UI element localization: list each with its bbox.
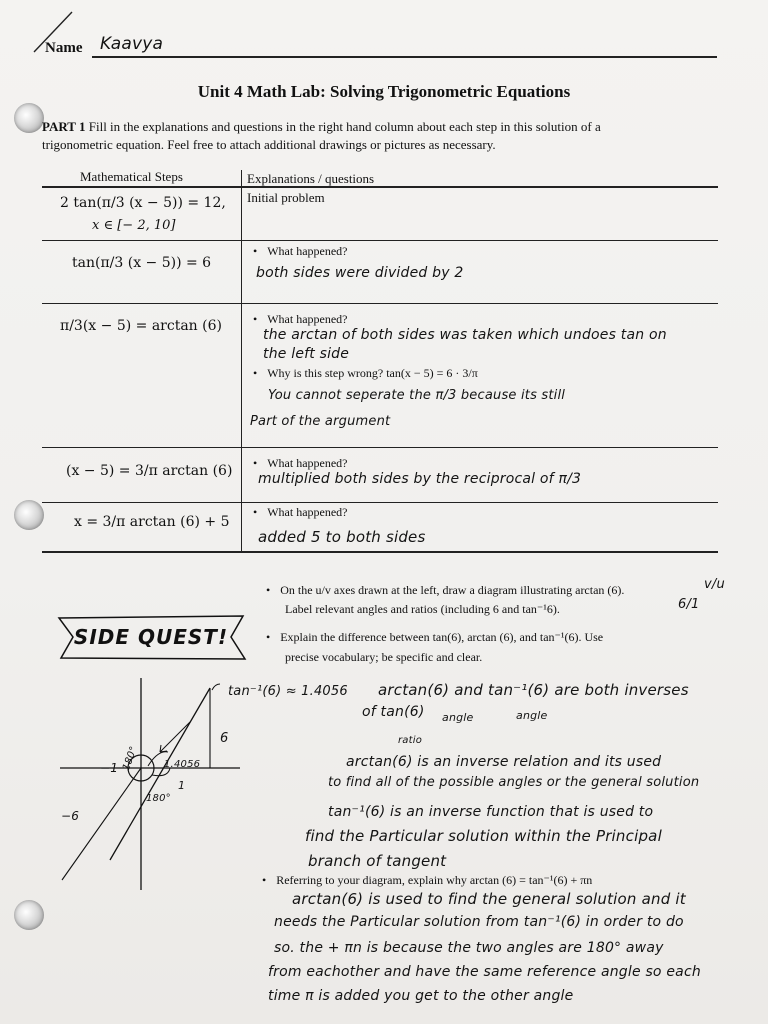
bullet-1-line1: • On the u/v axes drawn at the left, draw a diagram illustrating arctan (6). (266, 583, 624, 598)
tag-angle-2: angle (516, 709, 548, 722)
side-quest-banner (55, 612, 247, 662)
answer-d-line5: time π is added you get to the other angle (268, 988, 574, 1004)
table-bottom-rule (42, 551, 718, 553)
table-row-divider (42, 447, 718, 448)
answer-c-line1: tan⁻¹(6) is an inverse function that is used to (328, 804, 654, 820)
step-5-question: • What happened? (253, 505, 348, 520)
binder-hole (14, 103, 44, 133)
column-header-steps: Mathematical Steps (80, 169, 183, 184)
tag-angle-1: angle (442, 711, 474, 724)
answer-d-line1: arctan(6) is used to find the general solution and it (292, 890, 686, 908)
answer-d-line4: from eachother and have the same reference angle so each (268, 964, 701, 980)
step-2-equation: tan(π/3 (x − 5)) = 6 (72, 255, 212, 271)
part1-label: PART 1 (42, 119, 86, 134)
diagram-label-six: 6 (220, 731, 229, 746)
answer-d-line2: needs the Particular solution from tan⁻¹(6) in order to do (274, 914, 684, 930)
name-value: Kaavya (100, 34, 164, 54)
answer-b-line2: to find all of the possible angles or the general solution (328, 775, 700, 790)
page-title: Unit 4 Math Lab: Solving Trigonometric Equations (197, 82, 571, 101)
binder-hole (14, 900, 44, 930)
name-underline (92, 56, 717, 58)
step-3-question2: • Why is this step wrong? tan(x − 5) = 6 · 3/π (253, 366, 478, 381)
part1-instructions (42, 118, 601, 154)
bullet-2-line2: precise vocabulary; be specific and clear. (285, 650, 483, 664)
diagram-label-angle-value: 1.4056 (164, 759, 201, 770)
diagram-label-one: 1 (178, 779, 186, 792)
step-3-answer-line2: the left side (263, 346, 350, 362)
step-2-question: • What happened? (253, 244, 348, 259)
step-1-equation: 2 tan(π/3 (x − 5)) = 12, (60, 195, 226, 211)
step-2-answer: both sides were divided by 2 (256, 265, 464, 281)
arctan-diagram (40, 670, 280, 900)
step-3-question: • What happened? (253, 312, 348, 327)
step-5-answer: added 5 to both sides (258, 528, 426, 546)
column-header-explanations: Explanations / questions (247, 171, 375, 186)
step-1-domain: x ∈ [− 2, 10] (92, 218, 176, 233)
margin-note-bottom: 6/1 (678, 597, 700, 612)
table-top-rule (42, 186, 718, 188)
step-5-equation: x = 3/π arctan (6) + 5 (74, 514, 230, 530)
answer-a-line1: arctan(6) and tan⁻¹(6) are both inverses (378, 681, 689, 699)
diagram-label-neg-one: −1 (100, 761, 119, 775)
answer-c-line3: branch of tangent (308, 852, 447, 870)
part1-instructions-line1: Fill in the explanations and questions in the right hand column about each step in this solution of a (88, 119, 601, 134)
table-row-divider (42, 240, 718, 241)
step-1-explanation: Initial problem (247, 190, 325, 205)
name-label: Name (45, 40, 83, 56)
diagram-label-180-bottom: 180° (146, 793, 171, 804)
table-column-divider (241, 170, 242, 552)
table-row-divider (42, 502, 718, 503)
side-quest-label: SIDE QUEST! (73, 625, 229, 649)
step-3-answer-line1: the arctan of both sides was taken which undoes tan on (263, 327, 667, 343)
tag-ratio: ratio (398, 735, 423, 746)
diagram-label-neg-six: −6 (61, 809, 80, 823)
answer-b-line1: arctan(6) is an inverse relation and its used (346, 754, 662, 770)
margin-note-top: v/u (704, 577, 725, 592)
answer-d-line3: so. the + πn is because the two angles are 180° away (274, 940, 664, 956)
diagram-label-tan-inverse: tan⁻¹(6) ≈ 1.4056 (228, 684, 348, 699)
step-4-question: • What happened? (253, 456, 348, 471)
part1-instructions-line2: trigonometric equation. Feel free to attach additional drawings or pictures as necessary. (42, 137, 496, 152)
answer-c-line2: find the Particular solution within the Principal (305, 827, 662, 845)
step-3-answer2-line1: You cannot seperate the π/3 because its still (268, 388, 566, 403)
binder-hole (14, 500, 44, 530)
diagram-label-180-top: 180° (121, 744, 140, 773)
step-4-answer: multiplied both sides by the reciprocal of π/3 (258, 471, 582, 487)
bullet-2-line1: • Explain the difference between tan(6), arctan (6), and tan⁻¹(6). Use (266, 630, 603, 645)
step-4-equation: (x − 5) = 3/π arctan (6) (66, 463, 233, 479)
step-3-equation: π/3(x − 5) = arctan (6) (60, 318, 222, 334)
table-row-divider (42, 303, 718, 304)
bullet-3: • Referring to your diagram, explain why arctan (6) = tan⁻¹(6) + πn (262, 873, 592, 888)
step-3-answer2-line2: Part of the argument (250, 414, 391, 429)
bullet-1-line2: Label relevant angles and ratios (including 6 and tan⁻¹6). (285, 602, 560, 616)
answer-a-line2: of tan(6) (362, 704, 425, 720)
